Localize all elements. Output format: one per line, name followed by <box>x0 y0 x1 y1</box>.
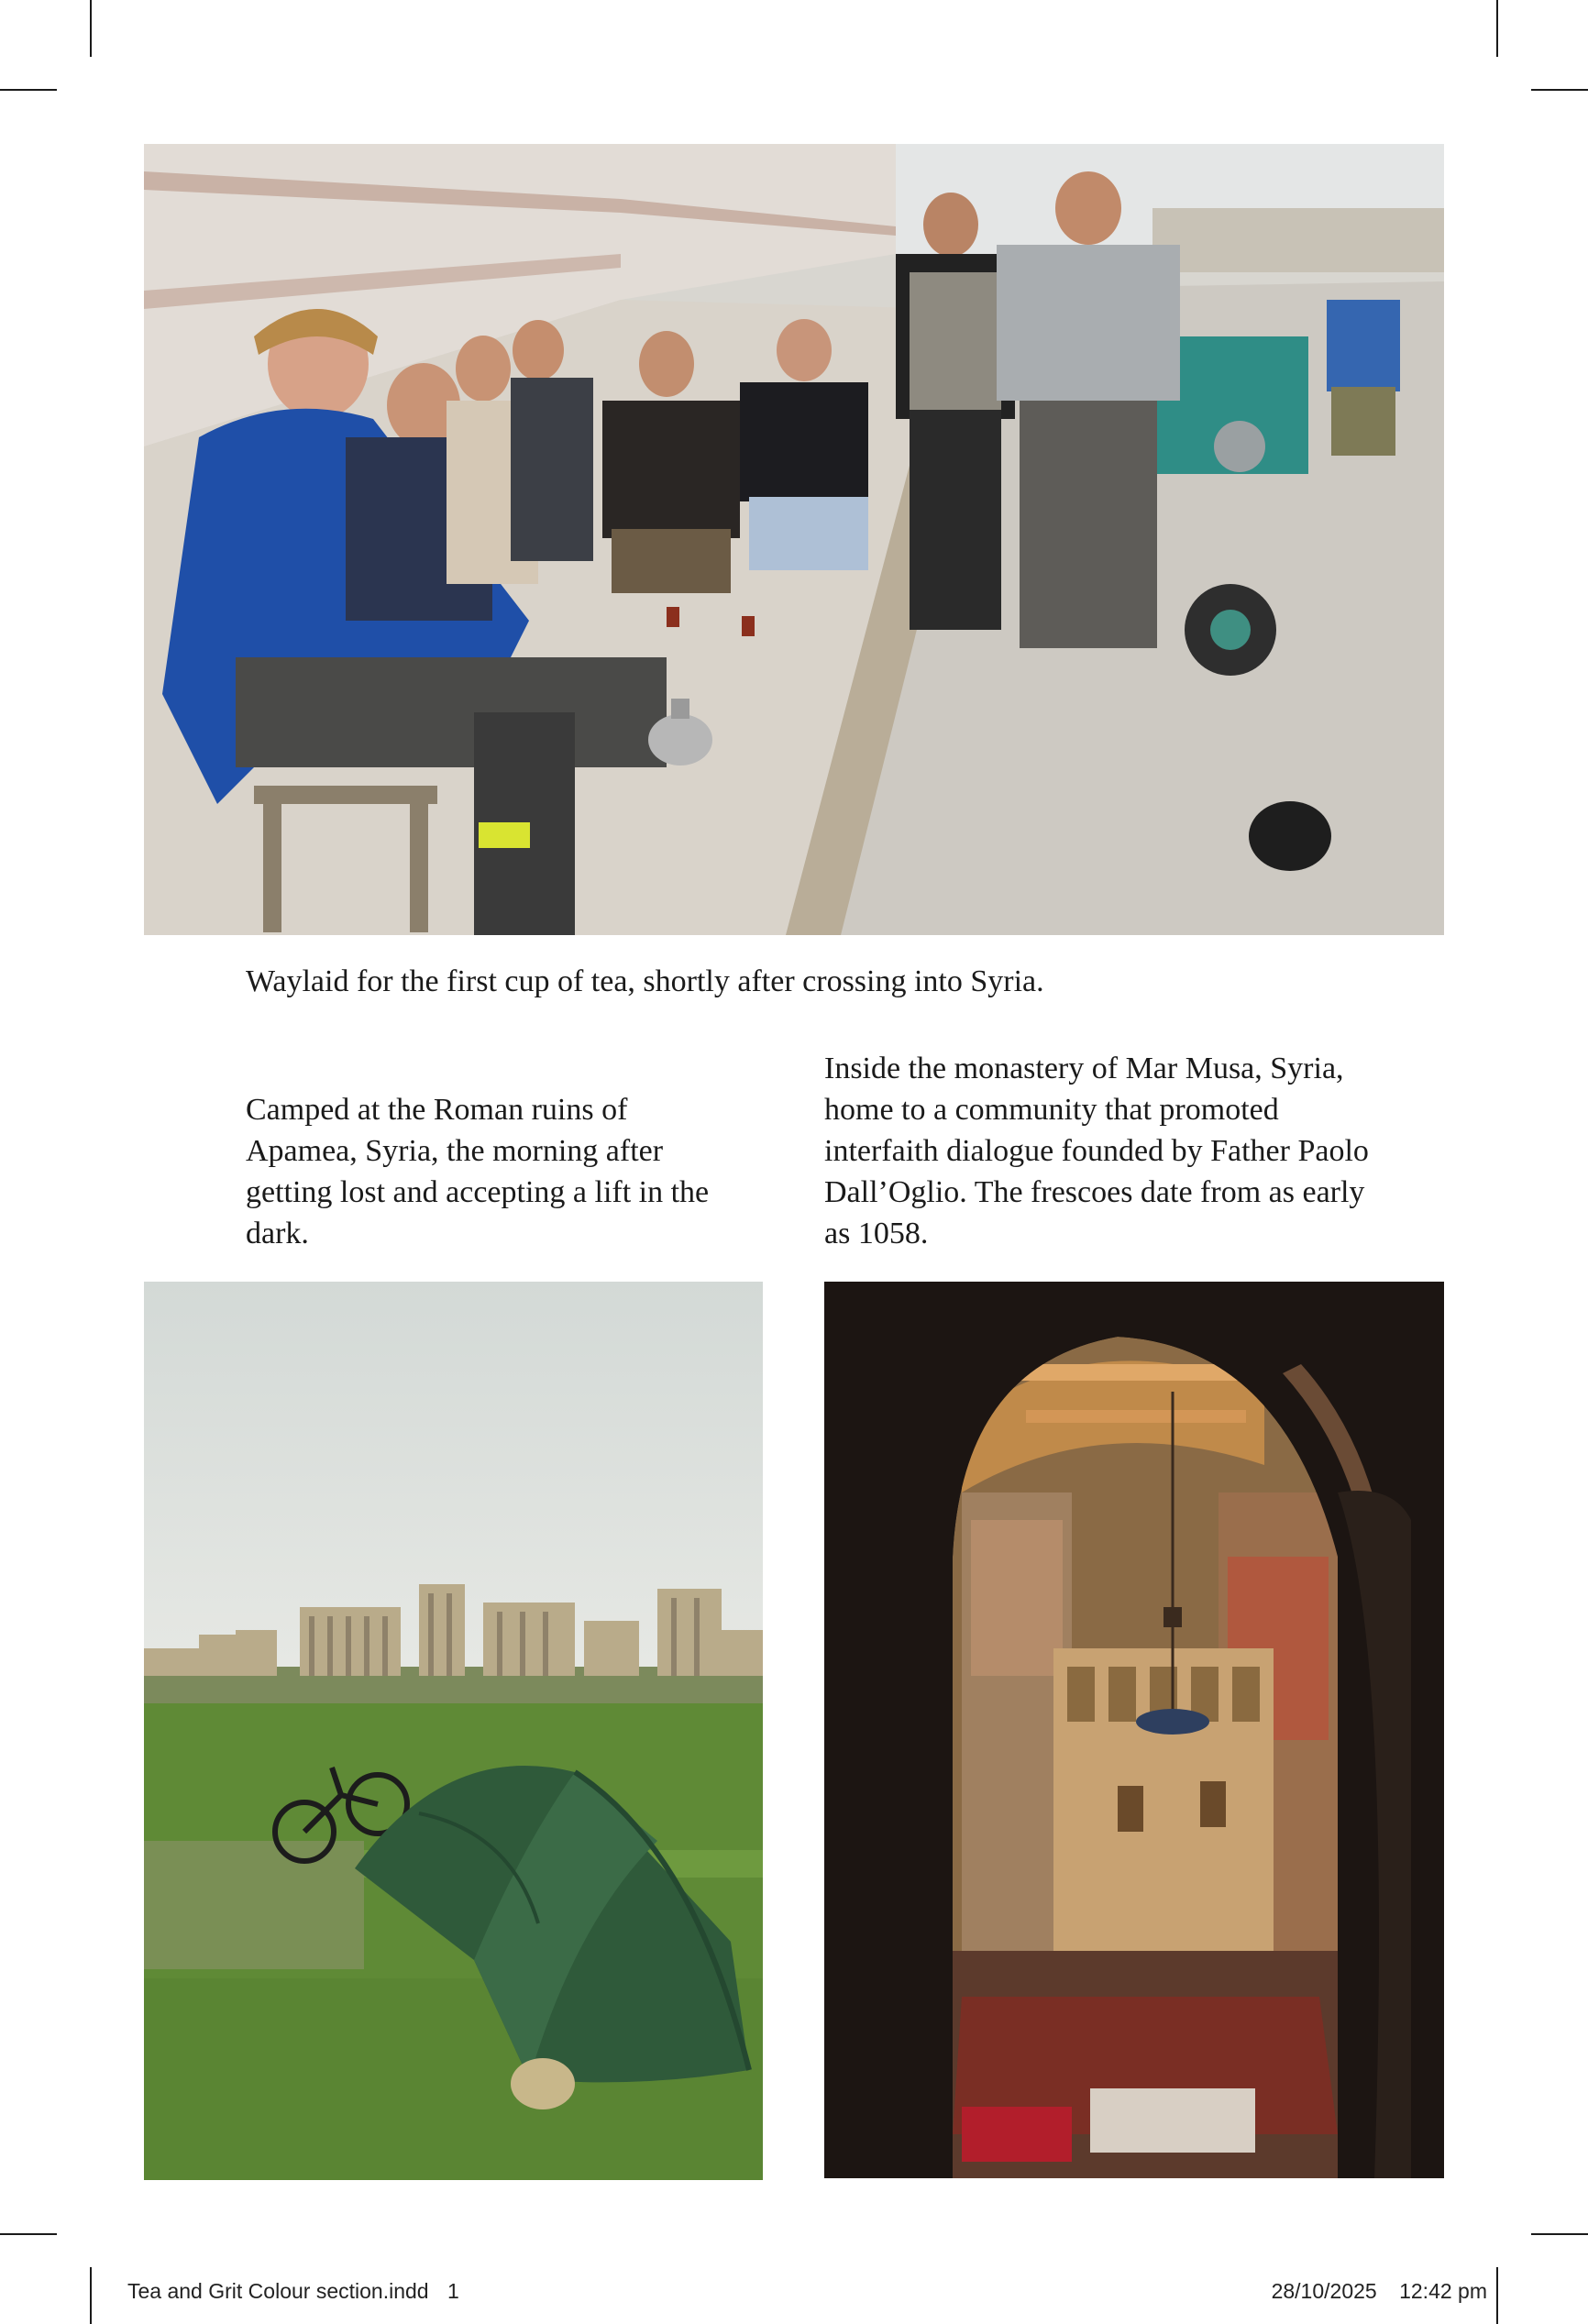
photo-apamea-camp <box>144 1282 763 2180</box>
slug-page-number: 1 <box>447 2279 459 2303</box>
crop-mark-bottom-left-vertical <box>90 2267 92 2324</box>
slug-filename-text: Tea and Grit Colour section.indd <box>127 2279 429 2303</box>
crop-mark-bottom-left-horizontal <box>0 2233 57 2235</box>
caption-roadside-tea: Waylaid for the first cup of tea, shortly after crossing into Syria. <box>246 964 1044 998</box>
slug-filename <box>127 2279 459 2304</box>
photo-mar-musa-interior-image <box>824 1282 1444 2178</box>
photo-roadside-tea <box>144 144 1444 935</box>
caption-mar-musa: Inside the monastery of Mar Musa, Syria, home to a community that promoted interfaith dialogue founded by Father Paolo Dall’Oglio. The frescoes date from as early as 1058. <box>824 1052 1369 1250</box>
photo-mar-musa-interior <box>824 1282 1444 2178</box>
crop-mark-bottom-right-horizontal <box>1531 2233 1588 2235</box>
photo-apamea-camp-image <box>144 1282 763 2180</box>
crop-mark-top-left-horizontal <box>0 89 57 91</box>
photo-roadside-tea-image <box>144 144 1444 935</box>
slug-date: 28/10/2025 <box>1271 2279 1377 2303</box>
slug-timestamp <box>1272 2279 1487 2304</box>
crop-mark-bottom-right-vertical <box>1496 2267 1498 2324</box>
caption-apamea: Camped at the Roman ruins of Apamea, Syria, the morning after getting lost and accepting a lift in the dark. <box>246 1093 710 1250</box>
crop-mark-top-left-vertical <box>90 0 92 57</box>
crop-mark-top-right-vertical <box>1496 0 1498 57</box>
slug-time: 12:42 pm <box>1399 2279 1487 2303</box>
crop-mark-top-right-horizontal <box>1531 89 1588 91</box>
